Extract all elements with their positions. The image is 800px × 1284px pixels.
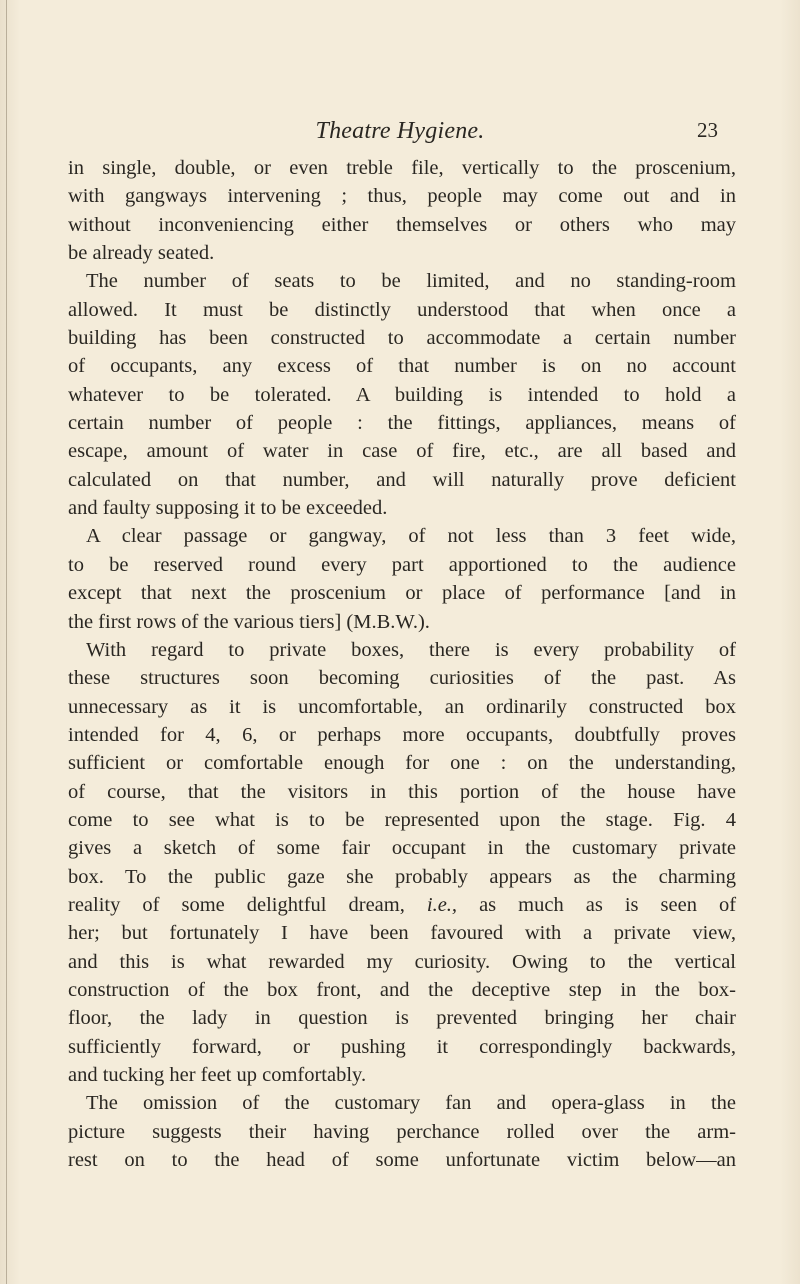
text-line: rest on to the head of some unfortunate victim below—an <box>68 1149 736 1172</box>
text-line: sufficient or comfortable enough for one : on the understanding, <box>68 752 736 775</box>
text-line: come to see what is to be represented upon the stage. Fig. 4 <box>68 808 736 831</box>
text-line: and this is what rewarded my curiosity. Owing to the vertical <box>68 950 736 973</box>
running-title: Theatre Hygiene. <box>315 118 485 144</box>
text-segment: as much as is seen of <box>479 893 737 916</box>
text-line: of occupants, any excess of that number is on no account <box>68 355 736 378</box>
body-text <box>68 154 736 1174</box>
italic-abbreviation: i.e., <box>426 893 458 916</box>
text-line: The number of seats to be limited, and no standing-room <box>86 270 736 293</box>
text-line: With regard to private boxes, there is every probability of <box>86 638 736 661</box>
text-line: sufficiently forward, or pushing it correspondingly backwards, <box>68 1035 736 1058</box>
text-line: building has been constructed to accommodate a certain number <box>68 327 736 350</box>
text-line: to be reserved round every part apportioned to the audience <box>68 553 736 576</box>
binding-edge <box>6 0 7 1284</box>
text-line: these structures soon becoming curiosities of the past. As <box>68 667 736 690</box>
text-line: intended for 4, 6, or perhaps more occupants, doubtfully proves <box>68 723 736 746</box>
text-line: construction of the box front, and the deceptive step in the box- <box>68 978 736 1001</box>
text-line: A clear passage or gangway, of not less than 3 feet wide, <box>86 525 736 548</box>
text-line: gives a sketch of some fair occupant in the customary private <box>68 837 736 860</box>
text-line: her; but fortunately I have been favoured with a private view, <box>68 922 736 945</box>
text-line: picture suggests their having perchance rolled over the arm- <box>68 1120 736 1143</box>
text-line: except that next the proscenium or place of performance [and in <box>68 582 736 605</box>
page-number: 23 <box>697 118 718 142</box>
text-line: calculated on that number, and will naturally prove deficient <box>68 468 736 491</box>
text-line: allowed. It must be distinctly understood that when once a <box>68 298 736 321</box>
text-line: and faulty supposing it to be exceeded. <box>68 497 388 520</box>
text-segment: reality of some delightful dream, <box>68 893 405 916</box>
text-line: without inconveniencing either themselves or others who may <box>68 213 736 236</box>
text-line: and tucking her feet up comfortably. <box>68 1064 367 1086</box>
text-line: escape, amount of water in case of fire, etc., are all based and <box>68 440 736 463</box>
text-line: unnecessary as it is uncomfortable, an ordinarily constructed box <box>68 695 736 718</box>
text-line: The omission of the customary fan and opera-glass in the <box>86 1092 736 1115</box>
text-line: with gangways intervening ; thus, people may come out and in <box>68 185 736 208</box>
text-line-with-italic <box>68 891 736 919</box>
text-line: of course, that the visitors in this portion of the house have <box>68 780 736 803</box>
text-line: certain number of people : the fittings, appliances, means of <box>68 412 736 435</box>
text-line: floor, the lady in question is prevented bringing her chair <box>68 1007 736 1030</box>
text-line: in single, double, or even treble file, vertically to the proscenium, <box>68 157 736 179</box>
text-line: box. To the public gaze she probably appears as the charming <box>68 865 736 888</box>
text-line: the first rows of the various tiers] (M.B.W.). <box>68 610 430 633</box>
text-line: be already seated. <box>68 242 215 265</box>
page-header <box>0 118 800 148</box>
text-line: whatever to be tolerated. A building is intended to hold a <box>68 383 736 406</box>
